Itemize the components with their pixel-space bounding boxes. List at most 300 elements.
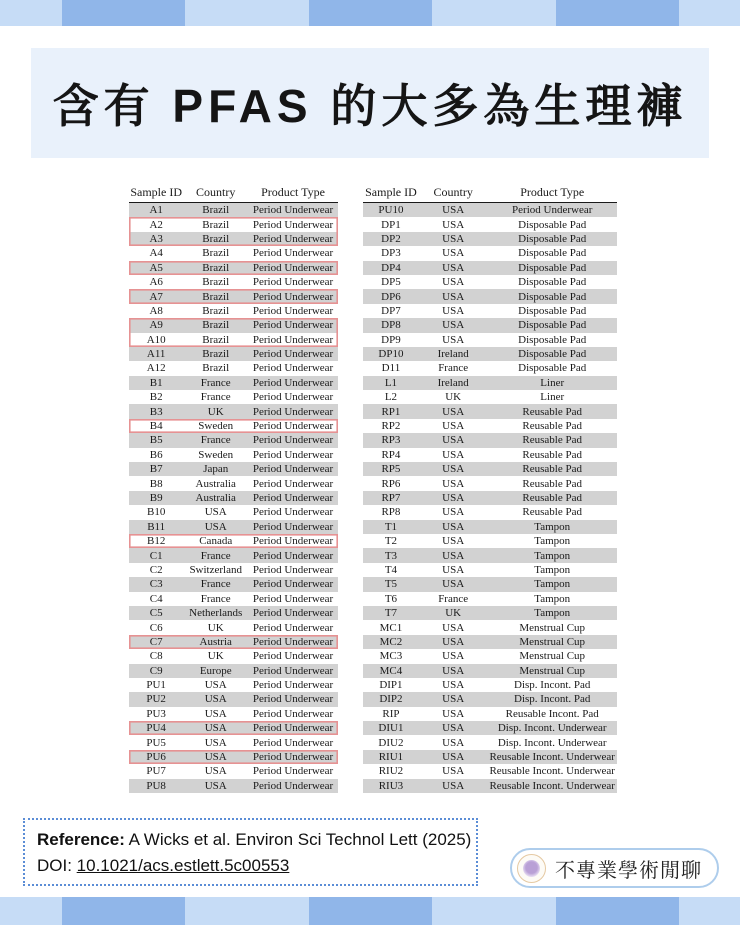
sample-id-cell: A6 bbox=[149, 276, 163, 289]
table-row bbox=[129, 779, 338, 793]
table-row bbox=[129, 433, 338, 447]
table-row bbox=[363, 433, 617, 447]
sample-id-cell: PU10 bbox=[378, 204, 404, 217]
table-row bbox=[363, 347, 617, 361]
sample-id-cell: DP4 bbox=[381, 261, 401, 274]
sample-id-cell: T1 bbox=[384, 520, 398, 533]
product-type-cell: Period Underwear bbox=[252, 304, 334, 317]
table-body bbox=[363, 203, 617, 793]
header-product-type: Product Type bbox=[520, 185, 585, 199]
table-row bbox=[363, 750, 617, 764]
sample-id-cell: A5 bbox=[149, 261, 163, 274]
header-sample-id: Sample ID bbox=[130, 185, 182, 199]
table-row bbox=[129, 707, 338, 721]
product-type-cell: Period Underwear bbox=[252, 247, 334, 260]
sample-id-cell: RP6 bbox=[381, 477, 401, 490]
table-row-highlighted bbox=[129, 261, 338, 275]
sample-id-cell: PU3 bbox=[146, 707, 166, 720]
product-type-cell: Disposable Pad bbox=[518, 218, 587, 231]
country-cell: USA bbox=[442, 463, 465, 476]
product-type-cell: Reusable Pad bbox=[522, 463, 582, 476]
table-row bbox=[363, 664, 617, 678]
table-row bbox=[363, 275, 617, 289]
table-row bbox=[129, 692, 338, 706]
table-row-highlighted bbox=[129, 419, 338, 433]
product-type-cell: Reusable Pad bbox=[522, 492, 582, 504]
sample-id-cell: C7 bbox=[149, 635, 163, 648]
sample-id-cell: PU7 bbox=[146, 765, 166, 778]
country-cell: Canada bbox=[199, 535, 233, 548]
country-cell: Japan bbox=[203, 463, 229, 476]
country-cell: USA bbox=[442, 477, 465, 490]
sample-id-cell: PU4 bbox=[146, 722, 166, 735]
table-row bbox=[363, 246, 617, 260]
table-row-highlighted bbox=[129, 289, 338, 303]
table-row-highlighted bbox=[129, 635, 338, 649]
product-type-cell: Period Underwear bbox=[252, 765, 334, 778]
table-row bbox=[129, 491, 338, 505]
sample-id-cell: PU8 bbox=[146, 779, 166, 792]
table-row bbox=[129, 246, 338, 260]
product-type-cell: Disposable Pad bbox=[518, 290, 587, 303]
country-cell: USA bbox=[442, 506, 465, 519]
country-cell: USA bbox=[442, 751, 465, 764]
product-type-cell: Period Underwear bbox=[252, 679, 334, 692]
table-row bbox=[129, 505, 338, 519]
table-row bbox=[363, 678, 617, 692]
sample-id-cell: PU2 bbox=[146, 693, 166, 706]
product-type-cell: Period Underwear bbox=[252, 218, 334, 231]
reference-box bbox=[23, 818, 478, 886]
country-cell: USA bbox=[442, 304, 465, 317]
product-type-cell: Reusable Incont. Pad bbox=[505, 707, 599, 720]
product-type-cell: Period Underwear bbox=[252, 290, 334, 303]
product-type-cell: Period Underwear bbox=[252, 434, 334, 447]
sample-id-cell: DP9 bbox=[381, 333, 401, 346]
table-row bbox=[363, 361, 617, 375]
table-row bbox=[363, 649, 617, 663]
table-row bbox=[363, 476, 617, 490]
sample-id-cell: DIU1 bbox=[378, 722, 404, 735]
channel-badge bbox=[510, 848, 719, 888]
country-cell: USA bbox=[442, 333, 465, 346]
product-type-cell: Tampon bbox=[534, 607, 571, 620]
sample-id-cell: DIU2 bbox=[378, 736, 404, 749]
sample-id-cell: RP3 bbox=[381, 434, 401, 447]
sample-id-cell: A1 bbox=[149, 204, 163, 217]
country-cell: USA bbox=[442, 621, 465, 634]
table-row-highlighted bbox=[129, 750, 338, 764]
country-cell: Australia bbox=[195, 477, 236, 490]
country-cell: USA bbox=[442, 635, 465, 648]
title-banner bbox=[31, 48, 709, 158]
table-row bbox=[363, 534, 617, 548]
sample-id-cell: A9 bbox=[149, 319, 163, 332]
country-cell: USA bbox=[442, 218, 465, 231]
sample-id-cell: C4 bbox=[149, 592, 163, 605]
product-type-cell: Reusable Pad bbox=[522, 420, 582, 433]
reference-label: Reference: bbox=[37, 830, 125, 849]
product-type-cell: Disposable Pad bbox=[518, 362, 587, 375]
table-row bbox=[363, 318, 617, 332]
country-cell: France bbox=[200, 376, 231, 389]
product-type-cell: Reusable Pad bbox=[522, 477, 582, 490]
product-type-cell: Disp. Incont. Pad bbox=[514, 693, 591, 706]
country-cell: Brazil bbox=[202, 362, 230, 375]
table-row-highlighted bbox=[129, 217, 338, 231]
country-cell: USA bbox=[442, 679, 465, 692]
channel-name: 不專業學術閒聊 bbox=[555, 859, 702, 882]
table-row bbox=[129, 347, 338, 361]
product-type-cell: Period Underwear bbox=[252, 520, 334, 533]
sample-id-cell: A2 bbox=[149, 218, 163, 231]
sample-id-cell: DIP2 bbox=[379, 693, 403, 706]
product-type-cell: Period Underwear bbox=[252, 751, 334, 764]
country-cell: USA bbox=[204, 506, 227, 519]
table-row bbox=[129, 390, 338, 404]
sample-id-cell: DP2 bbox=[381, 232, 401, 245]
table-row bbox=[129, 678, 338, 692]
table-row bbox=[129, 376, 338, 390]
table-row bbox=[129, 275, 338, 289]
sample-id-cell: RP4 bbox=[381, 448, 401, 461]
country-cell: USA bbox=[442, 520, 465, 533]
country-cell: USA bbox=[442, 722, 465, 735]
table-row bbox=[129, 577, 338, 591]
sample-id-cell: RP2 bbox=[381, 420, 401, 433]
sample-id-cell: B8 bbox=[149, 477, 163, 490]
product-type-cell: Reusable Pad bbox=[522, 434, 582, 447]
country-cell: USA bbox=[204, 765, 227, 778]
country-cell: UK bbox=[207, 621, 224, 634]
country-cell: France bbox=[200, 434, 231, 447]
product-type-cell: Disposable Pad bbox=[518, 276, 587, 289]
table-row bbox=[363, 448, 617, 462]
sample-id-cell: T4 bbox=[384, 563, 398, 576]
sample-id-cell: PU1 bbox=[146, 679, 166, 692]
product-type-cell: Disposable Pad bbox=[518, 319, 587, 332]
country-cell: France bbox=[200, 391, 231, 404]
country-cell: USA bbox=[204, 722, 227, 735]
table-row bbox=[129, 448, 338, 462]
country-cell: USA bbox=[442, 650, 465, 663]
country-cell: Australia bbox=[195, 492, 236, 504]
country-cell: UK bbox=[207, 650, 224, 663]
country-cell: Brazil bbox=[202, 290, 230, 303]
sample-id-cell: A11 bbox=[146, 348, 166, 361]
product-type-cell: Period Underwear bbox=[252, 376, 334, 389]
sample-id-cell: C6 bbox=[149, 621, 163, 634]
country-cell: USA bbox=[204, 693, 227, 706]
product-type-cell: Period Underwear bbox=[252, 232, 334, 245]
sample-id-cell: MC1 bbox=[379, 621, 403, 634]
country-cell: Sweden bbox=[198, 448, 234, 461]
sample-id-cell: B6 bbox=[149, 448, 163, 461]
sample-id-cell: A4 bbox=[149, 247, 163, 260]
header-product-type: Product Type bbox=[261, 185, 325, 199]
country-cell: USA bbox=[442, 405, 465, 418]
sample-id-cell: A10 bbox=[146, 333, 166, 346]
country-cell: Netherlands bbox=[189, 607, 243, 620]
sample-id-cell: T6 bbox=[384, 592, 398, 605]
product-type-cell: Tampon bbox=[534, 535, 571, 548]
country-cell: USA bbox=[442, 664, 465, 677]
table-row bbox=[363, 577, 617, 591]
table-row bbox=[363, 232, 617, 246]
sample-id-cell: T3 bbox=[384, 549, 398, 562]
country-cell: USA bbox=[204, 736, 227, 749]
country-cell: Ireland bbox=[437, 348, 469, 361]
sample-tables bbox=[129, 186, 617, 793]
country-cell: Brazil bbox=[202, 232, 230, 245]
sample-id-cell: C5 bbox=[149, 607, 163, 620]
country-cell: Europe bbox=[199, 664, 232, 677]
product-type-cell: Period Underwear bbox=[252, 333, 334, 346]
product-type-cell: Liner bbox=[540, 376, 565, 389]
table-row bbox=[129, 592, 338, 606]
sample-id-cell: B3 bbox=[149, 405, 163, 418]
country-cell: USA bbox=[204, 520, 227, 533]
table-row bbox=[363, 261, 617, 275]
product-type-cell: Period Underwear bbox=[252, 362, 334, 375]
product-type-cell: Disposable Pad bbox=[518, 333, 587, 346]
product-type-cell: Period Underwear bbox=[512, 204, 593, 217]
reference-doi-line bbox=[37, 853, 464, 879]
country-cell: USA bbox=[442, 549, 465, 562]
table-row bbox=[363, 304, 617, 318]
product-type-cell: Period Underwear bbox=[252, 348, 334, 361]
table-row bbox=[129, 361, 338, 375]
sample-id-cell: RP5 bbox=[381, 463, 401, 476]
country-cell: USA bbox=[442, 535, 465, 548]
product-type-cell: Period Underwear bbox=[252, 204, 334, 217]
product-type-cell: Tampon bbox=[534, 578, 571, 591]
product-type-cell: Liner bbox=[540, 391, 565, 404]
table-row bbox=[129, 462, 338, 476]
table-row bbox=[363, 505, 617, 519]
sample-id-cell: PU6 bbox=[146, 751, 166, 764]
country-cell: Brazil bbox=[202, 261, 230, 274]
table-row bbox=[363, 735, 617, 749]
table-row bbox=[129, 649, 338, 663]
table-row bbox=[363, 721, 617, 735]
sample-id-cell: L1 bbox=[384, 376, 398, 389]
sample-id-cell: C8 bbox=[149, 650, 163, 663]
country-cell: UK bbox=[207, 405, 224, 418]
sample-id-cell: RP8 bbox=[381, 506, 401, 519]
table-row-highlighted bbox=[129, 721, 338, 735]
product-type-cell: Period Underwear bbox=[252, 607, 334, 620]
country-cell: USA bbox=[442, 578, 465, 591]
country-cell: Brazil bbox=[202, 319, 230, 332]
country-cell: France bbox=[200, 549, 231, 562]
sample-id-cell: DP1 bbox=[381, 218, 401, 231]
sample-id-cell: B4 bbox=[149, 420, 163, 433]
product-type-cell: Period Underwear bbox=[252, 477, 334, 490]
sample-id-cell: DP5 bbox=[381, 276, 401, 289]
table-row-highlighted bbox=[129, 333, 338, 347]
doi-label: DOI: bbox=[37, 856, 77, 875]
country-cell: USA bbox=[442, 736, 465, 749]
sample-id-cell: B11 bbox=[147, 520, 166, 533]
country-cell: Brazil bbox=[202, 276, 230, 289]
sample-id-cell: MC4 bbox=[379, 664, 403, 677]
table-row bbox=[129, 203, 338, 217]
table-row bbox=[129, 620, 338, 634]
header-sample-id: Sample ID bbox=[365, 185, 417, 199]
table-row bbox=[129, 606, 338, 620]
table-row bbox=[363, 620, 617, 634]
country-cell: USA bbox=[442, 707, 465, 720]
country-cell: France bbox=[200, 578, 231, 591]
country-cell: Brazil bbox=[202, 218, 230, 231]
product-type-cell: Period Underwear bbox=[252, 391, 334, 404]
product-type-cell: Period Underwear bbox=[252, 664, 334, 677]
country-cell: USA bbox=[442, 276, 465, 289]
sample-id-cell: RP1 bbox=[381, 405, 401, 418]
product-type-cell: Period Underwear bbox=[252, 492, 334, 504]
product-type-cell: Period Underwear bbox=[252, 276, 334, 289]
sample-id-cell: T2 bbox=[384, 535, 398, 548]
country-cell: USA bbox=[442, 420, 465, 433]
table-row-highlighted bbox=[129, 534, 338, 548]
page-title: 含有 PFAS 的大多為生理褲 bbox=[52, 80, 688, 132]
sample-id-cell: DP8 bbox=[381, 319, 401, 332]
country-cell: USA bbox=[442, 290, 465, 303]
country-cell: USA bbox=[442, 765, 465, 778]
table-row bbox=[363, 404, 617, 418]
sample-id-cell: T5 bbox=[384, 578, 398, 591]
product-type-cell: Period Underwear bbox=[252, 736, 334, 749]
table-row bbox=[363, 548, 617, 562]
table-row-highlighted bbox=[129, 318, 338, 332]
sample-id-cell: B1 bbox=[149, 376, 163, 389]
product-type-cell: Disp. Incont. Underwear bbox=[497, 736, 607, 749]
sample-id-cell: C2 bbox=[149, 563, 163, 576]
product-type-cell: Reusable Pad bbox=[522, 405, 582, 418]
country-cell: USA bbox=[204, 707, 227, 720]
table-row bbox=[363, 419, 617, 433]
product-type-cell: Period Underwear bbox=[252, 707, 334, 720]
country-cell: Brazil bbox=[202, 247, 230, 260]
bottom-border-stripe bbox=[0, 897, 740, 925]
header-country: Country bbox=[196, 185, 236, 199]
table-row bbox=[129, 563, 338, 577]
sample-id-cell: DP6 bbox=[381, 290, 401, 303]
table-header-row bbox=[129, 186, 338, 203]
country-cell: USA bbox=[442, 247, 465, 260]
product-type-cell: Reusable Pad bbox=[522, 448, 582, 461]
country-cell: USA bbox=[442, 693, 465, 706]
country-cell: Switzerland bbox=[189, 563, 242, 576]
product-type-cell: Reusable Pad bbox=[522, 506, 582, 519]
sample-id-cell: B7 bbox=[149, 463, 163, 476]
product-type-cell: Tampon bbox=[534, 520, 571, 533]
flower-logo-core-icon bbox=[523, 860, 540, 877]
sample-id-cell: A8 bbox=[149, 304, 163, 317]
country-cell: UK bbox=[445, 607, 462, 620]
sample-id-cell: B9 bbox=[149, 492, 163, 504]
sample-id-cell: RIU1 bbox=[378, 751, 404, 764]
country-cell: Ireland bbox=[437, 376, 469, 389]
country-cell: USA bbox=[442, 319, 465, 332]
product-type-cell: Tampon bbox=[534, 549, 571, 562]
table-row bbox=[363, 462, 617, 476]
country-cell: USA bbox=[442, 779, 465, 792]
sample-id-cell: D11 bbox=[381, 362, 401, 375]
country-cell: Austria bbox=[199, 635, 232, 648]
table-row bbox=[363, 592, 617, 606]
table-row bbox=[363, 217, 617, 231]
table-row bbox=[363, 692, 617, 706]
table-row bbox=[129, 664, 338, 678]
table-row bbox=[363, 289, 617, 303]
sample-id-cell: B10 bbox=[146, 506, 166, 519]
product-type-cell: Reusable Incont. Underwear bbox=[489, 779, 615, 792]
table-row bbox=[363, 635, 617, 649]
product-type-cell: Reusable Incont. Underwear bbox=[489, 751, 615, 764]
country-cell: USA bbox=[442, 492, 465, 504]
product-type-cell: Period Underwear bbox=[252, 506, 334, 519]
top-border-stripe bbox=[0, 0, 740, 26]
product-type-cell: Period Underwear bbox=[252, 319, 334, 332]
country-cell: Brazil bbox=[202, 204, 230, 217]
product-type-cell: Period Underwear bbox=[252, 463, 334, 476]
product-type-cell: Period Underwear bbox=[252, 592, 334, 605]
sample-id-cell: MC2 bbox=[379, 635, 403, 648]
product-type-cell: Period Underwear bbox=[252, 535, 334, 548]
country-cell: USA bbox=[204, 779, 227, 792]
country-cell: USA bbox=[204, 751, 227, 764]
product-type-cell: Period Underwear bbox=[252, 635, 334, 648]
product-type-cell: Disposable Pad bbox=[518, 232, 587, 245]
channel-logo-icon bbox=[517, 854, 546, 883]
country-cell: Brazil bbox=[202, 348, 230, 361]
country-cell: France bbox=[438, 362, 469, 375]
product-type-cell: Period Underwear bbox=[252, 621, 334, 634]
table-header-row bbox=[363, 186, 617, 203]
table-row bbox=[363, 563, 617, 577]
table-body bbox=[129, 203, 338, 793]
product-type-cell: Period Underwear bbox=[252, 650, 334, 663]
country-cell: USA bbox=[204, 679, 227, 692]
product-type-cell: Menstrual Cup bbox=[519, 650, 586, 663]
sample-id-cell: A3 bbox=[149, 232, 163, 245]
reference-citation-line bbox=[37, 827, 472, 853]
sample-id-cell: B5 bbox=[149, 434, 163, 447]
doi-link[interactable]: 10.1021/acs.estlett.5c00553 bbox=[76, 856, 290, 875]
table-row-highlighted bbox=[129, 232, 338, 246]
sample-id-cell: RIU3 bbox=[378, 779, 404, 792]
country-cell: USA bbox=[442, 563, 465, 576]
product-type-cell: Disposable Pad bbox=[518, 261, 587, 274]
left-sample-table bbox=[129, 186, 338, 793]
sample-id-cell: B2 bbox=[149, 391, 163, 404]
product-type-cell: Period Underwear bbox=[252, 549, 334, 562]
header-country: Country bbox=[433, 185, 473, 199]
product-type-cell: Menstrual Cup bbox=[519, 664, 586, 677]
product-type-cell: Tampon bbox=[534, 563, 571, 576]
table-row bbox=[363, 707, 617, 721]
product-type-cell: Period Underwear bbox=[252, 563, 334, 576]
product-type-cell: Period Underwear bbox=[252, 261, 334, 274]
country-cell: Sweden bbox=[198, 420, 234, 433]
country-cell: Brazil bbox=[202, 304, 230, 317]
table-row bbox=[363, 376, 617, 390]
sample-id-cell: C3 bbox=[149, 578, 163, 591]
table-row bbox=[129, 404, 338, 418]
sample-id-cell: RIU2 bbox=[378, 765, 404, 778]
